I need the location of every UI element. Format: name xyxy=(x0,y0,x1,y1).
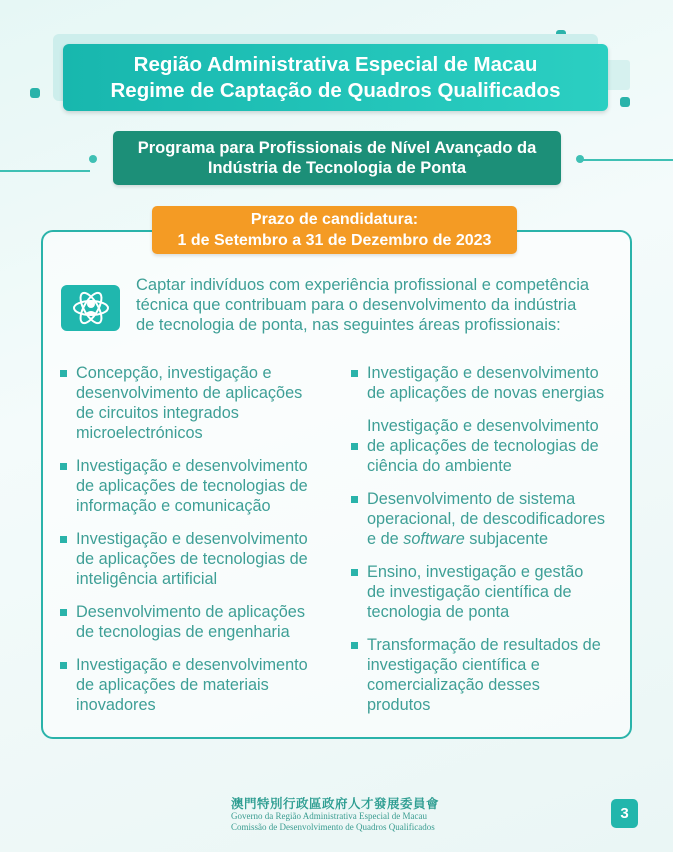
areas-left-column xyxy=(60,363,335,728)
list-item xyxy=(60,602,335,642)
item-line: Investigação e desenvolvimento xyxy=(367,417,599,435)
bullet-icon xyxy=(60,370,67,377)
intro-line-3: de tecnologia de ponta, nas seguintes áreas profissionais: xyxy=(136,316,561,334)
bullet-icon xyxy=(351,642,358,649)
item-line: Transformação de resultados de xyxy=(367,636,601,654)
list-item xyxy=(351,635,631,715)
list-item xyxy=(60,456,335,516)
bullet-icon xyxy=(60,662,67,669)
bullet-icon xyxy=(351,569,358,576)
item-line: Investigação e desenvolvimento xyxy=(76,530,308,548)
item-line: desenvolvimento de aplicações xyxy=(76,384,303,402)
item-line: de circuitos integrados xyxy=(76,404,239,422)
program-line-1: Programa para Profissionais de Nível Avançado da xyxy=(137,139,537,157)
title-line-2: Regime de Captação de Quadros Qualificados xyxy=(110,78,561,102)
item-line: Investigação e desenvolvimento xyxy=(76,457,308,475)
item-line: Concepção, investigação e xyxy=(76,364,272,382)
item-line: tecnologia de ponta xyxy=(367,603,510,621)
item-line: Desenvolvimento de aplicações xyxy=(76,603,305,621)
item-line: de tecnologias de engenharia xyxy=(76,623,290,641)
item-line: inteligência artificial xyxy=(76,570,218,588)
item-line: microelectrónicos xyxy=(76,424,203,442)
item-line: de aplicações de tecnologias de xyxy=(76,477,308,495)
item-line: investigação científica e xyxy=(367,656,540,674)
list-item xyxy=(351,489,631,549)
item-line: informação e comunicação xyxy=(76,497,271,515)
program-title xyxy=(113,131,561,185)
intro-text xyxy=(136,275,631,335)
item-line: inovadores xyxy=(76,696,156,714)
areas-right-column xyxy=(351,363,631,728)
item-text-italic: software xyxy=(403,530,465,548)
item-line: operacional, de descodificadores xyxy=(367,510,606,528)
deadline-badge xyxy=(152,206,517,254)
footer-org-portuguese xyxy=(231,811,435,833)
item-line: Desenvolvimento de sistema xyxy=(367,490,576,508)
page-number: 3 xyxy=(611,799,638,828)
bullet-icon xyxy=(351,370,358,377)
intro-line-2: técnica que contribuam para o desenvolvimento da indústria xyxy=(136,296,577,314)
title-line-1: Região Administrativa Especial de Macau xyxy=(133,52,538,76)
list-item xyxy=(351,562,631,622)
atom-person-icon xyxy=(61,285,120,331)
decor-line xyxy=(582,159,673,161)
bullet-icon xyxy=(60,536,67,543)
decor-line xyxy=(0,170,90,172)
bullet-icon xyxy=(351,496,358,503)
decor-square xyxy=(620,97,630,107)
bullet-icon xyxy=(60,609,67,616)
item-text-part: e de xyxy=(367,530,404,548)
decor-square xyxy=(30,88,40,98)
list-item xyxy=(60,363,335,443)
footer-line: Comissão de Desenvolvimento de Quadros Qualificados xyxy=(231,822,435,832)
decor-dot xyxy=(576,155,584,163)
item-line: de aplicações de tecnologias de xyxy=(367,437,599,455)
footer-org-chinese: 澳門特別行政區政府人才發展委員會 xyxy=(231,796,440,811)
footer-line: Governo da Região Administrativa Especial de Macau xyxy=(231,811,427,821)
item-line: de investigação científica de xyxy=(367,583,572,601)
item-line: Ensino, investigação e gestão xyxy=(367,563,584,581)
item-line: ciência do ambiente xyxy=(367,457,512,475)
list-item xyxy=(60,529,335,589)
decor-dot xyxy=(89,155,97,163)
item-line: Investigação e desenvolvimento xyxy=(76,656,308,674)
bullet-icon xyxy=(351,443,358,450)
list-item xyxy=(351,416,631,476)
item-line: de aplicações de tecnologias de xyxy=(76,550,308,568)
intro-line-1: Captar indivíduos com experiência profissional e competência xyxy=(136,276,590,294)
list-item xyxy=(351,363,631,403)
item-line: de aplicações de novas energias xyxy=(367,384,605,402)
item-line: Investigação e desenvolvimento xyxy=(367,364,599,382)
deadline-dates: 1 de Setembro a 31 de Dezembro de 2023 xyxy=(177,232,492,249)
item-line: comercialização desses xyxy=(367,676,540,694)
item-text-part: subjacente xyxy=(464,530,549,548)
list-item xyxy=(60,655,335,715)
page-title xyxy=(63,44,608,111)
bullet-icon xyxy=(60,463,67,470)
program-line-2: Indústria de Tecnologia de Ponta xyxy=(207,159,467,177)
item-line: de aplicações de materiais xyxy=(76,676,269,694)
item-line xyxy=(367,529,631,549)
deadline-label: Prazo de candidatura: xyxy=(250,211,419,228)
item-line: produtos xyxy=(367,696,431,714)
